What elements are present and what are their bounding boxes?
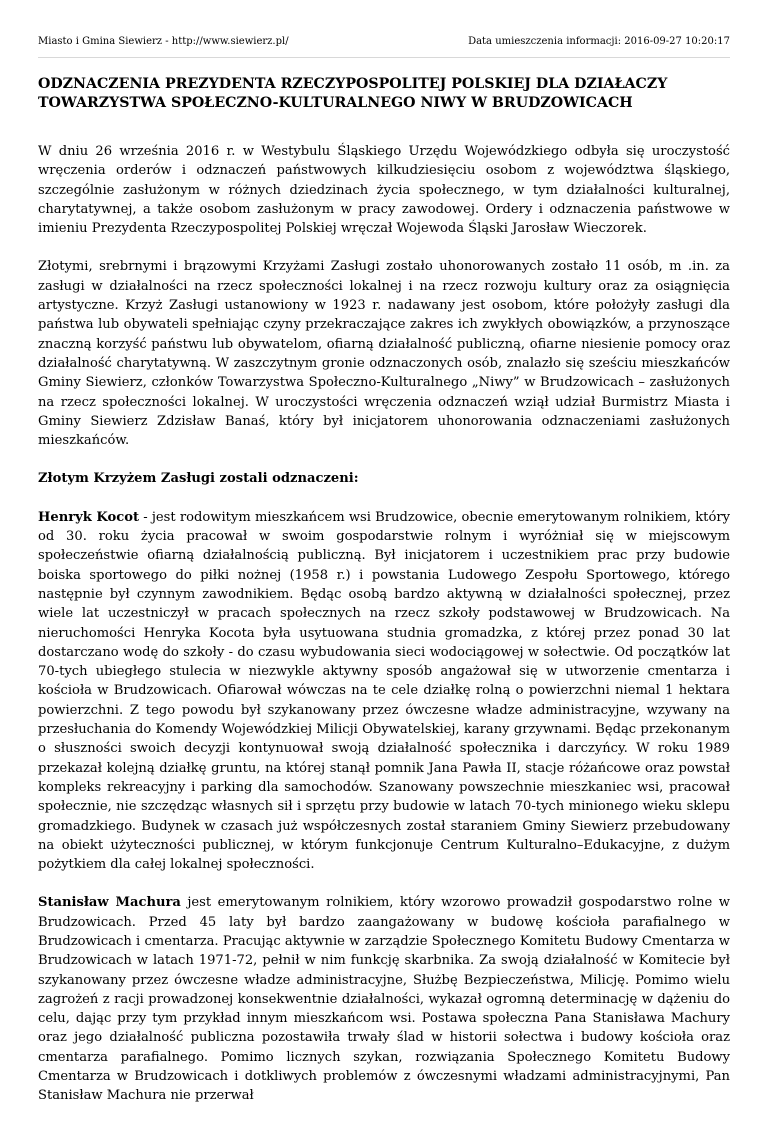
person-name: Stanisław Machura xyxy=(38,895,181,911)
header-divider xyxy=(38,57,730,58)
paragraph-henryk-kocot xyxy=(38,508,730,875)
person-bio: - jest rodowitym mieszkańcem wsi Brudzowice, obecnie emerytowanym rolnikiem, który od 30. roku życia pracował w swoim gospodarstwie rolnym i wyróżniał się w miejscowym społeczeństwie ofiarną działalnością publiczną. Był inicjatorem i uczestnikiem prac przy budowie boiska sportowego do piłki nożnej (1958 r.) i powstania Ludowego Zespołu Sportowego, którego następnie był czynnym zawodnikiem. Będąc osobą bardzo aktywną w działalności społecznej, przez wiele lat uczestniczył w pracach społecznych na rzecz szkoły podstawowej w Brudzowicach. Na nieruchomości Henryka Kocota była usytuowana studnia gromadzka, z której przez ponad 30 lat dostarczano wodę do szkoły - do czasu wybudowania sieci wodociągowej w sołectwie. Od początków lat 70-tych ubiegłego stulecia w niezwykle aktywny sposób angażował się w utworzenie cmentarza i kościoła w Brudzowicach. Ofiarował wówczas na te cele działkę rolną o powierzchni niemal 1 hektara powierzchni. Z tego powodu był szykanowany przez ówczesne władze administracyjne, wzywany na przesłuchania do Komendy Wojewódzkiej Milicji Obywatelskiej, karany grzywnami. Będąc przekonanym o słuszności swoich decyzji kontynuował swoją działalność społecznika i darczyńcy. W roku 1989 przekazał kolejną działkę gruntu, na której stanął pomnik Jana Pawła II, stacje różańcowe oraz powstał kompleks rekreacyjny i parking dla samochodów. Szanowany powszechnie mieszkaniec wsi, pracował społecznie, nie szczędząc własnych sił i sprzętu przy budowie w latach 70-tych minionego wieku sklepu gromadzkiego. Budynek w czasach już współczesnych został staraniem Gminy Siewierz przebudowany na obiekt użyteczności publicznej, w którym funkcjonuje Centrum Kulturalno–Edukacyjne, z dużym pożytkiem dla całej lokalnej społeczności. xyxy=(38,509,730,873)
date-label: Data umieszczenia informacji: 2016-09-27 10:20:17 xyxy=(468,36,730,47)
article-title: ODZNACZENIA PREZYDENTA RZECZYPOSPOLITEJ POLSKIEJ DLA DZIAŁACZY TOWARZYSTWA SPOŁECZNO-KULTURALNEGO NIWY W BRUDZOWICACH xyxy=(38,76,668,111)
source-label: Miasto i Gmina Siewierz - http://www.siewierz.pl/ xyxy=(38,36,289,47)
paragraph-stanislaw-machura xyxy=(38,893,730,1105)
person-name: Henryk Kocot xyxy=(38,509,139,525)
paragraph-intro: W dniu 26 września 2016 r. w Westybulu Śląskiego Urzędu Wojewódzkiego odbyła się uroczystość wręczenia orderów i odznaczeń państwowych kilkudziesięciu osobom z województwa śląskiego, szczególnie zasłużonym w różnych dziedzinach życia społecznego, w tym działalności kulturalnej, charytatywnej, a także osobom zasłużonym w pracy zawodowej. Ordery i odznaczenia państwowe w imieniu Prezydenta Rzeczypospolitej Polskiej wręczał Wojewoda Śląski Jarosław Wieczorek. xyxy=(38,144,730,237)
article-body xyxy=(38,142,730,1125)
page-header xyxy=(38,36,730,47)
awardees-heading: Złotym Krzyżem Zasługi zostali odznaczeni: xyxy=(38,471,359,487)
person-bio: jest emerytowanym rolnikiem, który wzorowo prowadził gospodarstwo rolne w Brudzowicach. Przed 45 laty był bardzo zaangażowany w budowę kościoła parafialnego w Brudzowicach i cmentarza. Pracując aktywnie w zarządzie Społecznego Komitetu Budowy Cmentarza w Brudzowicach w latach 1971-72, pełnił w nim funkcję skarbnika. Za swoją działalność w Komitecie był szykanowany przez ówczesne władze administracyjne, Służbę Bezpieczeństwa, Milicję. Pomimo wielu zagrożeń z racji prowadzonej konsekwentnie działalności, wykazał ogromną determinację w dążeniu do celu, dając przy tym przykład innym mieszkańcom wsi. Postawa społeczna Pana Stanisława Machury oraz jego działalność publiczna pozostawiła trwały ślad w historii sołectwa i budowy kościoła oraz cmentarza parafialnego. Pomimo licznych szykan, rozwiązania Społecznego Komitetu Budowy Cmentarza w Brudzowicach i dotkliwych problemów z ówczesnymi władzami administracyjnymi, Pan Stanisław Machura nie przerwał xyxy=(38,895,730,1104)
paragraph-awards: Złotymi, srebrnymi i brązowymi Krzyżami Zasługi zostało uhonorowanych zostało 11 osób, m .in. za zasługi w działalności na rzecz społeczności lokalnej i na rzecz rozwoju kultury oraz za osiągnięcia artystyczne. Krzyż Zasługi ustanowiony w 1923 r. nadawany jest osobom, które położyły zasługi dla państwa lub obywateli spełniając czyny przekraczające zakres ich zwykłych obowiązków, a przynoszące znaczną korzyść państwu lub obywatelom, ofiarną działalność publiczną, ofiarne niesienie pomocy oraz działalność charytatywną. W zaszczytnym gronie odznaczonych osób, znalazło się sześciu mieszkańców Gminy Siewierz, członków Towarzystwa Społeczno-Kulturalnego „Niwy” w Brudzowicach – zasłużonych na rzecz społeczności lokalnej. W uroczystości wręczenia odznaczeń wziął udział Burmistrz Miasta i Gminy Siewierz Zdzisław Banaś, który był inicjatorem uhonorowania odznaczeniami zasłużonych mieszkańców. xyxy=(38,259,730,449)
